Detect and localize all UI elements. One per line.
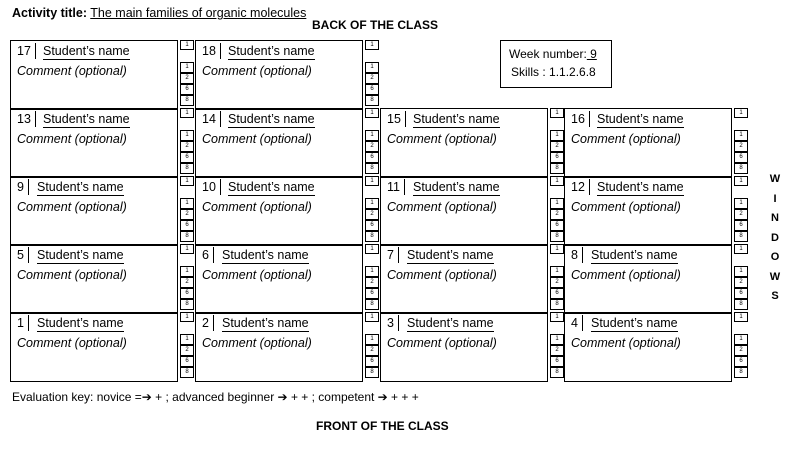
scale-cell[interactable]: 1 <box>734 244 748 254</box>
desk-card <box>10 176 178 246</box>
scale-cell[interactable]: 2 <box>550 141 564 152</box>
front-of-class-label: FRONT OF THE CLASS <box>316 419 449 433</box>
desk-number: 6 <box>198 247 214 263</box>
week-number-row <box>501 45 611 63</box>
desk-card <box>380 312 548 382</box>
scale-cell[interactable]: 1 <box>365 244 379 254</box>
scale-cell[interactable]: 1 <box>550 176 564 186</box>
desk-card <box>564 312 732 382</box>
scale-cell[interactable]: 6 <box>180 220 194 231</box>
student-name-field[interactable]: Student’s name <box>222 248 309 262</box>
desk-15[interactable] <box>380 108 568 178</box>
desk-card <box>380 244 548 314</box>
windows-letter: S <box>771 290 779 302</box>
scale-cell[interactable]: 6 <box>365 356 379 367</box>
desk-card <box>195 176 363 246</box>
desk-card <box>564 176 732 246</box>
comment-field[interactable]: Comment (optional) <box>202 64 312 78</box>
student-name-field[interactable]: Student’s name <box>228 180 315 194</box>
comment-field[interactable]: Comment (optional) <box>571 132 681 146</box>
scale-cell[interactable]: 8 <box>734 299 748 310</box>
scale-cell[interactable]: 1 <box>180 40 194 50</box>
activity-title-row <box>12 6 306 20</box>
desk-number: 17 <box>13 43 36 59</box>
scale-cell[interactable]: 2 <box>550 209 564 220</box>
scale-cell[interactable]: 1 <box>180 312 194 322</box>
desk-card <box>195 40 363 110</box>
week-number-label: Week number: <box>509 47 587 61</box>
student-name-field[interactable]: Student’s name <box>597 112 684 126</box>
desk-1[interactable] <box>10 312 198 382</box>
scale-cell[interactable]: 6 <box>180 84 194 95</box>
comment-field[interactable]: Comment (optional) <box>387 200 497 214</box>
desk-number: 10 <box>198 179 221 195</box>
scale-cell[interactable]: 6 <box>365 288 379 299</box>
scale-cell[interactable]: 6 <box>550 152 564 163</box>
evaluation-scale <box>732 312 752 382</box>
comment-field[interactable]: Comment (optional) <box>202 132 312 146</box>
comment-field[interactable]: Comment (optional) <box>17 64 127 78</box>
scale-cell[interactable]: 1 <box>734 108 748 118</box>
scale-cell[interactable]: 6 <box>365 84 379 95</box>
comment-field[interactable]: Comment (optional) <box>571 268 681 282</box>
comment-field[interactable]: Comment (optional) <box>17 200 127 214</box>
desk-number: 15 <box>383 111 406 127</box>
desk-number: 4 <box>567 315 583 331</box>
desk-9[interactable] <box>10 176 198 246</box>
desk-card <box>195 108 363 178</box>
scale-cell[interactable]: 1 <box>365 108 379 118</box>
scale-cell[interactable]: 8 <box>365 95 379 106</box>
scale-cell[interactable]: 1 <box>734 334 748 345</box>
desk-card <box>195 244 363 314</box>
week-skills-box <box>500 40 612 88</box>
desk-number: 2 <box>198 315 214 331</box>
scale-cell[interactable]: 8 <box>180 299 194 310</box>
desk-18[interactable] <box>195 40 383 110</box>
desk-card <box>380 176 548 246</box>
scale-cell[interactable]: 1 <box>550 130 564 141</box>
scale-cell[interactable]: 1 <box>365 40 379 50</box>
scale-cell[interactable]: 2 <box>550 277 564 288</box>
skills-value: 1.1.2.6.8 <box>549 65 596 79</box>
comment-field[interactable]: Comment (optional) <box>202 200 312 214</box>
windows-letter: I <box>773 192 777 205</box>
scale-cell[interactable]: 1 <box>365 266 379 277</box>
student-name-field[interactable]: Student’s name <box>222 316 309 330</box>
scale-cell[interactable]: 8 <box>734 163 748 174</box>
scale-cell[interactable]: 2 <box>365 141 379 152</box>
student-name-field[interactable]: Student’s name <box>37 248 124 262</box>
scale-cell[interactable]: 1 <box>550 108 564 118</box>
desk-4[interactable] <box>564 312 752 382</box>
desk-card <box>564 108 732 178</box>
scale-cell[interactable]: 1 <box>550 312 564 322</box>
scale-cell[interactable]: 2 <box>550 345 564 356</box>
desk-number: 18 <box>198 43 221 59</box>
scale-cell[interactable]: 2 <box>365 345 379 356</box>
student-name-field[interactable]: Student’s name <box>43 112 130 126</box>
activity-title-value: The main families of organic molecules <box>90 6 307 20</box>
scale-cell[interactable]: 8 <box>365 299 379 310</box>
scale-cell[interactable]: 1 <box>550 266 564 277</box>
scale-cell[interactable]: 2 <box>365 277 379 288</box>
student-name-field[interactable]: Student’s name <box>413 180 500 194</box>
scale-cell[interactable]: 2 <box>734 277 748 288</box>
scale-cell[interactable]: 1 <box>365 312 379 322</box>
scale-cell[interactable]: 8 <box>180 231 194 242</box>
desk-16[interactable] <box>564 108 752 178</box>
student-name-field[interactable]: Student’s name <box>37 180 124 194</box>
scale-cell[interactable]: 1 <box>180 62 194 73</box>
scale-cell[interactable]: 8 <box>734 367 748 378</box>
scale-cell[interactable]: 8 <box>180 367 194 378</box>
desk-10[interactable] <box>195 176 383 246</box>
desk-6[interactable] <box>195 244 383 314</box>
scale-cell[interactable]: 1 <box>180 130 194 141</box>
scale-cell[interactable]: 8 <box>734 231 748 242</box>
windows-letter: O <box>770 251 780 263</box>
desk-number: 7 <box>383 247 399 263</box>
desk-card <box>564 244 732 314</box>
desk-11[interactable] <box>380 176 568 246</box>
scale-cell[interactable]: 1 <box>180 244 194 254</box>
scale-cell[interactable]: 1 <box>365 130 379 141</box>
scale-cell[interactable]: 6 <box>734 152 748 163</box>
desk-14[interactable] <box>195 108 383 178</box>
comment-field[interactable]: Comment (optional) <box>17 268 127 282</box>
scale-cell[interactable]: 6 <box>180 152 194 163</box>
scale-cell[interactable]: 1 <box>365 176 379 186</box>
windows-label <box>768 170 782 307</box>
student-name-field[interactable]: Student’s name <box>407 248 494 262</box>
desk-number: 16 <box>567 111 590 127</box>
scale-cell[interactable]: 2 <box>180 73 194 84</box>
scale-cell[interactable]: 6 <box>180 288 194 299</box>
scale-cell[interactable]: 1 <box>550 244 564 254</box>
scale-cell[interactable]: 8 <box>180 163 194 174</box>
comment-field[interactable]: Comment (optional) <box>17 336 127 350</box>
scale-cell[interactable]: 8 <box>365 163 379 174</box>
comment-field[interactable]: Comment (optional) <box>571 336 681 350</box>
desk-3[interactable] <box>380 312 568 382</box>
windows-letter: N <box>771 212 779 224</box>
student-name-field[interactable]: Student’s name <box>228 44 315 58</box>
scale-cell[interactable]: 1 <box>180 266 194 277</box>
desk-7[interactable] <box>380 244 568 314</box>
scale-cell[interactable]: 8 <box>550 163 564 174</box>
desk-12[interactable] <box>564 176 752 246</box>
scale-cell[interactable]: 6 <box>365 152 379 163</box>
windows-letter: W <box>769 173 781 185</box>
scale-cell[interactable]: 1 <box>734 266 748 277</box>
activity-title-label: Activity title: <box>12 6 88 20</box>
scale-cell[interactable]: 1 <box>365 198 379 209</box>
desk-number: 14 <box>198 111 221 127</box>
desk-number: 9 <box>13 179 29 195</box>
student-name-field[interactable]: Student’s name <box>591 316 678 330</box>
scale-cell[interactable]: 6 <box>180 356 194 367</box>
scale-cell[interactable]: 6 <box>550 288 564 299</box>
scale-cell[interactable]: 2 <box>180 141 194 152</box>
desk-number: 3 <box>383 315 399 331</box>
scale-cell[interactable]: 6 <box>734 356 748 367</box>
scale-cell[interactable]: 8 <box>550 231 564 242</box>
desk-5[interactable] <box>10 244 198 314</box>
scale-cell[interactable]: 1 <box>734 198 748 209</box>
scale-cell[interactable]: 1 <box>180 108 194 118</box>
desk-number: 1 <box>13 315 29 331</box>
evaluation-scale <box>732 108 752 178</box>
evaluation-scale <box>363 40 383 110</box>
desk-number: 12 <box>567 179 590 195</box>
windows-letter: D <box>771 231 779 244</box>
scale-cell[interactable]: 1 <box>180 176 194 186</box>
scale-cell[interactable]: 6 <box>550 356 564 367</box>
student-name-field[interactable]: Student’s name <box>228 112 315 126</box>
scale-cell[interactable]: 1 <box>734 312 748 322</box>
scale-cell[interactable]: 1 <box>734 130 748 141</box>
scale-cell[interactable]: 8 <box>365 367 379 378</box>
scale-cell[interactable]: 2 <box>734 345 748 356</box>
scale-cell[interactable]: 1 <box>365 62 379 73</box>
comment-field[interactable]: Comment (optional) <box>202 336 312 350</box>
desk-card <box>10 108 178 178</box>
scale-cell[interactable]: 2 <box>365 209 379 220</box>
comment-field[interactable]: Comment (optional) <box>387 268 497 282</box>
week-number-value: 9 <box>586 47 597 61</box>
evaluation-scale <box>732 176 752 246</box>
desk-number: 8 <box>567 247 583 263</box>
desk-13[interactable] <box>10 108 198 178</box>
scale-cell[interactable]: 2 <box>734 141 748 152</box>
desk-card <box>10 244 178 314</box>
skills-row <box>501 63 611 81</box>
scale-cell[interactable]: 1 <box>180 334 194 345</box>
comment-field[interactable]: Comment (optional) <box>387 336 497 350</box>
desk-number: 13 <box>13 111 36 127</box>
scale-cell[interactable]: 8 <box>180 95 194 106</box>
scale-cell[interactable]: 1 <box>550 198 564 209</box>
scale-cell[interactable]: 2 <box>365 73 379 84</box>
desk-8[interactable] <box>564 244 752 314</box>
scale-cell[interactable]: 1 <box>550 334 564 345</box>
student-name-field[interactable]: Student’s name <box>591 248 678 262</box>
desk-2[interactable] <box>195 312 383 382</box>
evaluation-scale <box>732 244 752 314</box>
skills-label: Skills : <box>511 65 546 79</box>
windows-letter: W <box>769 270 781 283</box>
desk-number: 5 <box>13 247 29 263</box>
student-name-field[interactable]: Student’s name <box>413 112 500 126</box>
scale-cell[interactable]: 6 <box>734 220 748 231</box>
desk-card <box>380 108 548 178</box>
scale-cell[interactable]: 6 <box>365 220 379 231</box>
student-name-field[interactable]: Student’s name <box>597 180 684 194</box>
comment-field[interactable]: Comment (optional) <box>202 268 312 282</box>
back-of-class-label: BACK OF THE CLASS <box>312 18 438 32</box>
scale-cell[interactable]: 2 <box>180 209 194 220</box>
desk-card <box>10 40 178 110</box>
scale-cell[interactable]: 1 <box>180 198 194 209</box>
desk-number: 11 <box>383 179 405 195</box>
scale-cell[interactable]: 8 <box>550 299 564 310</box>
student-name-field[interactable]: Student’s name <box>37 316 124 330</box>
scale-cell[interactable]: 1 <box>734 176 748 186</box>
student-name-field[interactable]: Student’s name <box>407 316 494 330</box>
scale-cell[interactable]: 8 <box>365 231 379 242</box>
desk-card <box>195 312 363 382</box>
scale-cell[interactable]: 6 <box>734 288 748 299</box>
scale-cell[interactable]: 6 <box>550 220 564 231</box>
comment-field[interactable]: Comment (optional) <box>17 132 127 146</box>
scale-cell[interactable]: 2 <box>180 345 194 356</box>
scale-cell[interactable]: 2 <box>180 277 194 288</box>
scale-cell[interactable]: 1 <box>365 334 379 345</box>
desk-card <box>10 312 178 382</box>
comment-field[interactable]: Comment (optional) <box>571 200 681 214</box>
scale-cell[interactable]: 8 <box>550 367 564 378</box>
desk-17[interactable] <box>10 40 198 110</box>
evaluation-key: Evaluation key: novice =➔ + ; advanced beginner ➔ + + ; competent ➔ + + + <box>12 390 419 404</box>
student-name-field[interactable]: Student’s name <box>43 44 130 58</box>
comment-field[interactable]: Comment (optional) <box>387 132 497 146</box>
scale-cell[interactable]: 2 <box>734 209 748 220</box>
